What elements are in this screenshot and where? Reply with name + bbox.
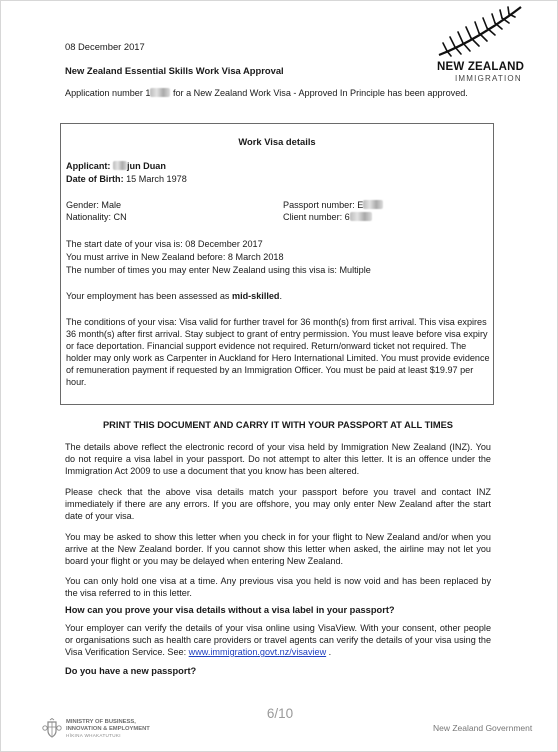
dob-label: Date of Birth: (66, 174, 124, 184)
client-number-label: Client number: 6 (283, 212, 350, 222)
redacted-passport-number (363, 200, 383, 209)
redacted-applicant-name (113, 161, 127, 170)
work-visa-details-box (60, 123, 494, 405)
passport-number-label: Passport number: E (283, 200, 364, 210)
logo-agency-text: IMMIGRATION (455, 74, 522, 83)
question-prove-details: How can you prove your visa details without a visa label in your passport? (65, 605, 395, 615)
letter-date: 08 December 2017 (65, 41, 145, 52)
client-number-line (283, 211, 372, 223)
intro-text-end: for a New Zealand Work Visa - Approved In Principle has been approved. (170, 88, 468, 98)
page-number: 6/10 (266, 706, 294, 721)
arrive-before-line: You must arrive in New Zealand before: 8 March 2018 (66, 252, 284, 262)
paragraph-one-visa: You can only hold one visa at a time. Any previous visa you held is now void and has been replaced by the visa referred to in this letter. (65, 576, 491, 598)
redacted-client-number (350, 212, 372, 221)
logo-country-text: NEW ZEALAND (437, 61, 525, 73)
start-date-line: The start date of your visa is: 08 December 2017 (66, 239, 263, 249)
nationality-line: Nationality: CN (66, 212, 127, 222)
employment-line (66, 290, 282, 302)
coat-of-arms-icon (41, 718, 63, 740)
dob-line (66, 173, 187, 185)
applicant-label: Applicant: (66, 161, 111, 171)
ministry-line-1: MINISTRY OF BUSINESS, (66, 719, 136, 725)
gender-line: Gender: Male (66, 200, 122, 210)
entries-line: The number of times you may enter New Zealand using this visa is: Multiple (66, 265, 371, 275)
employment-level: mid-skilled (231, 291, 280, 301)
details-box-title: Work Visa details (238, 136, 316, 147)
visaview-text-end: . (326, 647, 332, 657)
redacted-application-number (150, 88, 170, 97)
visa-conditions: The conditions of your visa: Visa valid for further travel for 36 month(s) from first arrival. This visa expires 36 month(s) after first arrival. Stay subject to grant of entry permission. You must leave before visa expiry or face deportation. Financial support evidence not required. Return/onward ticket not required. The holder may only work as Carpenter in Auckland for Hero International Limited. You must provide evidence of remuneration payment if requested by an Immigration Officer. You must be paid at least $19.97 per hour. (66, 317, 490, 387)
applicant-line (66, 160, 166, 172)
nz-government-wordmark: New Zealand Government (433, 723, 533, 733)
employment-period: . (279, 291, 283, 301)
applicant-value: jun Duan (127, 161, 166, 171)
paragraph-show-letter: You may be asked to show this letter when you check in for your flight to New Zealand and/or when you arrive at the New Zealand border. If you cannot show this letter when asked, the airline may not let you board your flight or you may be delayed when entering New Zealand. (65, 532, 491, 566)
immigration-nz-logo (421, 5, 531, 83)
visaview-link[interactable]: www.immigration.govt.nz/visaview (188, 647, 327, 657)
mbie-logo (41, 717, 201, 741)
silver-fern-icon (435, 5, 525, 57)
question-new-passport: Do you have a new passport? (65, 666, 197, 676)
employment-text: Your employment has been assessed as (66, 291, 232, 301)
paragraph-electronic-record: The details above reflect the electronic record of your visa held by Immigration New Zealand (INZ). You do not require a visa label in your passport. Do not attempt to alter this letter. It is an offence under the Immigration Act 2009 to use a document that you know has been altered. (65, 442, 491, 476)
dob-value: 15 March 1978 (123, 174, 187, 184)
letter-heading: New Zealand Essential Skills Work Visa Approval (65, 65, 284, 76)
ministry-maori-name: HĪKINA WHAKATUTUKI (66, 733, 121, 738)
paragraph-visaview (65, 622, 491, 658)
passport-number-line (283, 199, 383, 211)
paragraph-check-details: Please check that the above visa details match your passport before you travel and contact INZ immediately if there are any errors. If you are offshore, you may only enter New Zealand after the start date of your visa. (65, 487, 491, 521)
ministry-line-2: INNOVATION & EMPLOYMENT (66, 726, 150, 732)
intro-paragraph (65, 87, 491, 99)
print-notice: PRINT THIS DOCUMENT AND CARRY IT WITH YOUR PASSPORT AT ALL TIMES (102, 420, 453, 430)
intro-text-start: Application number 1 (65, 88, 151, 98)
visaview-text: Your employer can verify the details of your visa online using VisaView. With your consent, other people or organisations such as health care providers or travel agents can verify the details of your visa using the Visa Verification Service. See: (65, 623, 491, 657)
